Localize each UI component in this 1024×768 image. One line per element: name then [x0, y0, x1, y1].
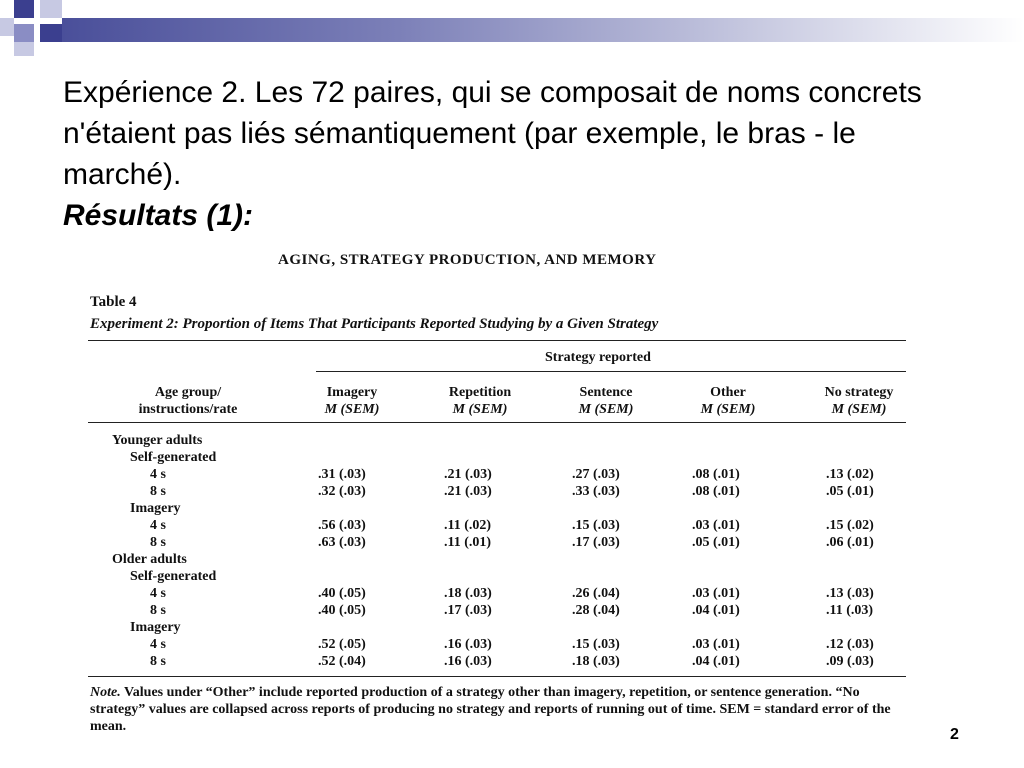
table-cell: .21 (.03) — [444, 484, 492, 499]
stub-head-line-1: Age group/ — [154, 385, 222, 400]
row-label: Younger adults — [112, 433, 203, 448]
column-name: Other — [710, 385, 746, 400]
ornament-square — [14, 0, 34, 18]
table-cell: .18 (.03) — [572, 654, 620, 669]
spanner-rule — [316, 371, 906, 372]
ornament-square — [40, 0, 62, 18]
table-cell: .32 (.03) — [318, 484, 366, 499]
table-cell: .18 (.03) — [444, 586, 492, 601]
slide-subheading: Résultats (1): — [63, 199, 254, 232]
table-cell: .40 (.05) — [318, 586, 366, 601]
table-cell: .04 (.01) — [692, 654, 740, 669]
column-sub: M (SEM) — [324, 402, 380, 417]
table-cell: .08 (.01) — [692, 484, 740, 499]
table-caption: Experiment 2: Proportion of Items That Participants Reported Studying by a Given Strategy — [90, 316, 659, 332]
column-sub: M (SEM) — [452, 402, 508, 417]
row-label: Imagery — [130, 620, 181, 635]
table-cell: .11 (.02) — [444, 518, 492, 533]
stub-head — [88, 384, 288, 418]
table-cell: .11 (.01) — [444, 535, 492, 550]
column-name: No strategy — [824, 385, 894, 400]
table-cell: .03 (.01) — [692, 586, 740, 601]
table-cell: .17 (.03) — [572, 535, 620, 550]
table-cell: .16 (.03) — [444, 654, 492, 669]
stub-head-line-2: instructions/rate — [138, 402, 238, 417]
ornament-square — [14, 42, 34, 56]
ornament-square — [14, 24, 34, 42]
row-label: 4 s — [150, 586, 166, 601]
row-label: 8 s — [150, 603, 166, 618]
row-label: 8 s — [150, 484, 166, 499]
table-cell: .05 (.01) — [826, 484, 874, 499]
table-cell: .09 (.03) — [826, 654, 874, 669]
table-cell: .52 (.04) — [318, 654, 366, 669]
column-header — [556, 384, 656, 418]
table-cell: .40 (.05) — [318, 603, 366, 618]
header-bottom-rule — [88, 422, 906, 423]
table-cell: .16 (.03) — [444, 637, 492, 652]
table-cell: .06 (.01) — [826, 535, 874, 550]
spanner-heading: Strategy reported — [545, 350, 651, 365]
row-label: 8 s — [150, 535, 166, 550]
table-bottom-rule — [88, 676, 906, 677]
header-gradient-bar — [62, 18, 1024, 42]
table-cell: .27 (.03) — [572, 467, 620, 482]
column-name: Repetition — [448, 385, 512, 400]
slide-body — [63, 72, 963, 236]
note-text: Values under “Other” include reported production of a strategy other than imagery, repetition, or sentence generation. “No strategy” values are collapsed across reports of producing no strategy and reports of running out of time. SEM = standard error of the mean. — [90, 685, 891, 734]
row-label: Self-generated — [130, 569, 217, 584]
table-cell: .05 (.01) — [692, 535, 740, 550]
ornament-square — [0, 18, 14, 36]
slide-paragraph: Expérience 2. Les 72 paires, qui se composait de noms concrets n'étaient pas liés sémantiquement (par exemple, le bras - le marché). — [63, 76, 922, 191]
table-cell: .56 (.03) — [318, 518, 366, 533]
column-header — [806, 384, 912, 418]
table-cell: .63 (.03) — [318, 535, 366, 550]
row-label: 4 s — [150, 467, 166, 482]
table-cell: .11 (.03) — [826, 603, 874, 618]
table-cell: .03 (.01) — [692, 637, 740, 652]
row-label: 4 s — [150, 637, 166, 652]
table-cell: .17 (.03) — [444, 603, 492, 618]
column-name: Imagery — [326, 385, 378, 400]
column-sub: M (SEM) — [700, 402, 756, 417]
table-cell: .04 (.01) — [692, 603, 740, 618]
table-cell: .26 (.04) — [572, 586, 620, 601]
table-cell: .12 (.03) — [826, 637, 874, 652]
row-label: 8 s — [150, 654, 166, 669]
row-label: Self-generated — [130, 450, 217, 465]
table-cell: .13 (.02) — [826, 467, 874, 482]
table-cell: .15 (.03) — [572, 637, 620, 652]
table-cell: .13 (.03) — [826, 586, 874, 601]
column-sub: M (SEM) — [831, 402, 887, 417]
column-name: Sentence — [579, 385, 633, 400]
table-cell: .33 (.03) — [572, 484, 620, 499]
table-cell: .31 (.03) — [318, 467, 366, 482]
column-header — [430, 384, 530, 418]
column-sub: M (SEM) — [578, 402, 634, 417]
table-top-rule — [88, 340, 906, 341]
note-label: Note. — [90, 685, 121, 700]
table-label: Table 4 — [90, 294, 137, 310]
slide-number: 2 — [950, 726, 959, 743]
table-cell: .21 (.03) — [444, 467, 492, 482]
table-cell: .15 (.02) — [826, 518, 874, 533]
table-cell: .15 (.03) — [572, 518, 620, 533]
running-head: AGING, STRATEGY PRODUCTION, AND MEMORY — [278, 252, 657, 268]
column-header — [678, 384, 778, 418]
ornament-square — [40, 24, 62, 42]
row-label: Older adults — [112, 552, 187, 567]
table-cell: .08 (.01) — [692, 467, 740, 482]
table-cell: .52 (.05) — [318, 637, 366, 652]
column-header — [302, 384, 402, 418]
row-label: 4 s — [150, 518, 166, 533]
table-cell: .28 (.04) — [572, 603, 620, 618]
table-cell: .03 (.01) — [692, 518, 740, 533]
table-note — [90, 684, 912, 735]
row-label: Imagery — [130, 501, 181, 516]
